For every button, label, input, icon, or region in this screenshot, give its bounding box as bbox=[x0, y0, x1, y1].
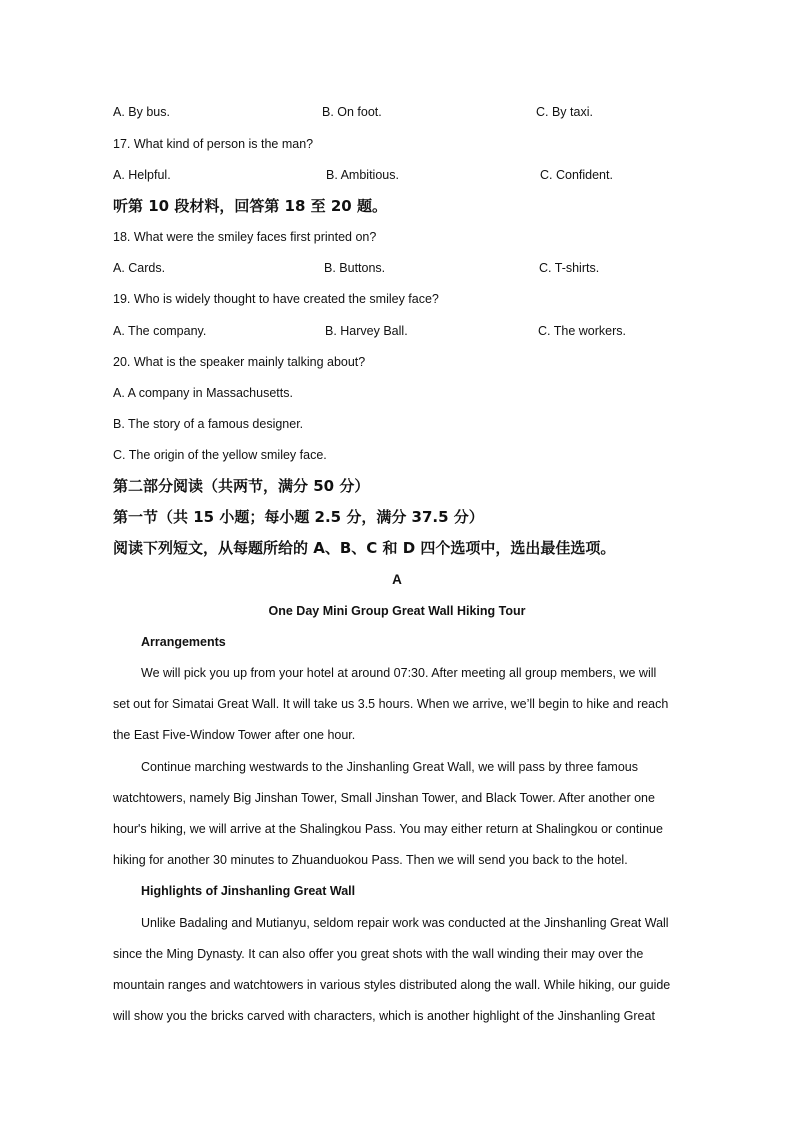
paragraph-3-line: since the Ming Dynasty. It can also offer you great shots with the wall winding their may over the bbox=[113, 947, 644, 961]
q20-option-a: A. A company in Massachusetts. bbox=[113, 386, 293, 400]
paragraph-2-line: watchtowers, namely Big Jinshan Tower, Small Jinshan Tower, and Black Tower. After another one bbox=[113, 791, 655, 805]
section1-heading: 第一节（共 15 小题；每小题 2.5 分，满分 37.5 分） bbox=[113, 508, 484, 526]
q16-option-a: A. By bus. bbox=[113, 105, 170, 119]
passage-letter: A bbox=[392, 572, 402, 587]
q18-option-b: B. Buttons. bbox=[324, 261, 386, 275]
paragraph-2-line: hiking for another 30 minutes to Zhuanduokou Pass. Then we will send you back to the hotel. bbox=[113, 853, 628, 867]
q19-option-a: A. The company. bbox=[113, 324, 207, 338]
q20-option-c: C. The origin of the yellow smiley face. bbox=[113, 448, 327, 462]
q19-question: 19. Who is widely thought to have created the smiley face? bbox=[113, 292, 439, 306]
paragraph-1-line: set out for Simatai Great Wall. It will take us 3.5 hours. When we arrive, we’ll begin to hike and reach bbox=[113, 697, 669, 711]
paragraph-1 bbox=[113, 658, 695, 751]
q17-option-c: C. Confident. bbox=[540, 168, 613, 182]
q17-option-b: B. Ambitious. bbox=[326, 168, 399, 182]
paragraph-3-line: mountain ranges and watchtowers in various styles distributed along the wall. While hiking, our guide bbox=[113, 978, 671, 992]
arrangements-heading: Arrangements bbox=[141, 635, 226, 649]
paragraph-1-line: We will pick you up from your hotel at around 07:30. After meeting all group members, we will bbox=[141, 666, 657, 680]
paragraph-2-line: hour's hiking, we will arrive at the Shalingkou Pass. You may either return at Shalingkou or continue bbox=[113, 822, 663, 836]
q20-option-b: B. The story of a famous designer. bbox=[113, 417, 304, 431]
q19-option-b: B. Harvey Ball. bbox=[325, 324, 408, 338]
paragraph-2-line: Continue marching westwards to the Jinshanling Great Wall, we will pass by three famous bbox=[141, 760, 638, 774]
q17-option-a: A. Helpful. bbox=[113, 168, 171, 182]
q16-option-b: B. On foot. bbox=[322, 105, 382, 119]
paragraph-3 bbox=[113, 908, 695, 1032]
paragraph-1-line: the East Five-Window Tower after one hour. bbox=[113, 728, 356, 742]
paragraph-3-line: Unlike Badaling and Mutianyu, seldom repair work was conducted at the Jinshanling Great Wall bbox=[141, 916, 669, 930]
reading-instruction: 阅读下列短文，从每题所给的 A、B、C 和 D 四个选项中，选出最佳选项。 bbox=[113, 539, 616, 557]
q17-question: 17. What kind of person is the man? bbox=[113, 137, 314, 151]
q18-option-a: A. Cards. bbox=[113, 261, 166, 275]
passage-title: One Day Mini Group Great Wall Hiking Tour bbox=[268, 604, 526, 618]
section10-heading: 听第 10 段材料，回答第 18 至 20 题。 bbox=[113, 197, 387, 215]
q19-option-c: C. The workers. bbox=[538, 324, 626, 338]
paragraph-2 bbox=[113, 752, 695, 876]
q18-question: 18. What were the smiley faces first printed on? bbox=[113, 230, 377, 244]
q18-option-c: C. T-shirts. bbox=[539, 261, 600, 275]
part2-heading: 第二部分阅读（共两节，满分 50 分） bbox=[113, 477, 370, 495]
highlights-heading: Highlights of Jinshanling Great Wall bbox=[141, 884, 356, 898]
q20-question: 20. What is the speaker mainly talking about? bbox=[113, 355, 366, 369]
q16-option-c: C. By taxi. bbox=[536, 105, 593, 119]
paragraph-3-line: will show you the bricks carved with characters, which is another highlight of the Jinshanling Great bbox=[113, 1009, 655, 1023]
